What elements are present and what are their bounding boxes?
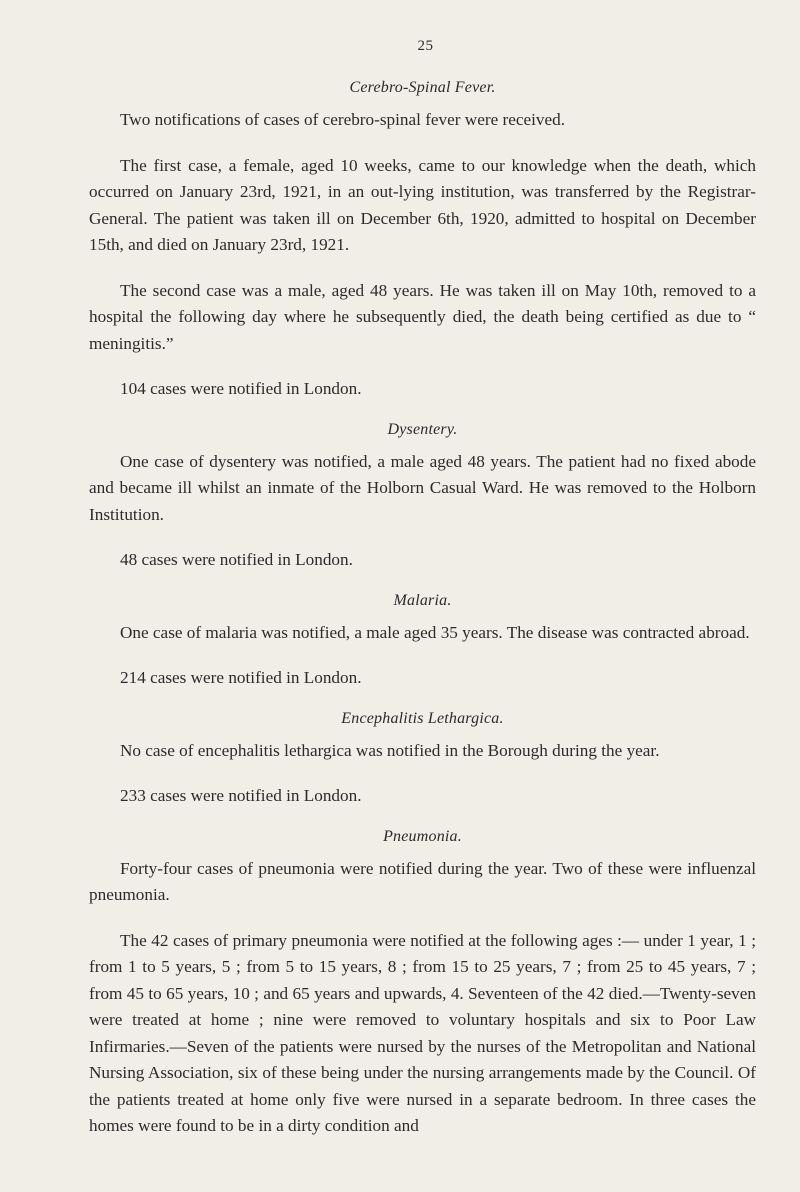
paragraph-cerebro-second-case: The second case was a male, aged 48 years. He was taken ill on May 10th, removed to a hospital the following day where he subsequently died, the death being certified as due to “ meningitis.” xyxy=(89,280,756,353)
paragraph-encephalitis-case: No case of encephalitis lethargica was notified in the Borough during the year. xyxy=(120,740,660,760)
heading-dysentery: Dysentery. xyxy=(387,420,458,438)
paragraph-cerebro-first-case: The first case, a female, aged 10 weeks, came to our knowledge when the death, which occurred on January 23rd, 1921, in an out-lying institution, was transferred by the Registrar-General. The patient was taken ill on December 6th, 1920, admitted to hospital on December 15th, and died on January 23rd, 1921. xyxy=(89,155,756,254)
paragraph-cerebro-notifications: Two notifications of cases of cerebro-spinal fever were received. xyxy=(120,110,565,129)
heading-cerebro-spinal-fever: Cerebro-Spinal Fever. xyxy=(349,79,496,96)
page-number: 25 xyxy=(417,38,434,54)
heading-pneumonia: Pneumonia. xyxy=(383,827,462,845)
heading-encephalitis-lethargica: Encephalitis Lethargica. xyxy=(341,709,504,727)
paragraph-cerebro-london: 104 cases were notified in London. xyxy=(120,379,362,398)
paragraph-dysentery-london: 48 cases were notified in London. xyxy=(120,550,353,569)
paragraph-pneumonia-count: Forty-four cases of pneumonia were notified during the year. Two of these were influenzal pneumonia. xyxy=(89,858,756,904)
paragraph-pneumonia-details: The 42 cases of primary pneumonia were notified at the following ages :— under 1 year, 1 ; from 1 to 5 years, 5 ; from 5 to 15 years, 8 ; from 15 to 25 years, 7 ; from 25 to 45 years, 7 ; from 45 to 65 years, 10 ; and 65 years and upwards, 4. Seventeen of the 42 died.—Twenty-seven were treated at home ; nine were removed to voluntary hospitals and six to Poor Law Infirmaries.—Seven of the patients were nursed by the nurses of the Metropolitan and National Nursing Association, six of these being under the nursing arrangements made by the Council. Of the patients treated at home only five were nursed in a separate bedroom. In three cases the homes were found to be in a dirty condition and xyxy=(89,930,756,1135)
paragraph-encephalitis-london: 233 cases were notified in London. xyxy=(120,786,362,805)
paragraph-malaria-london: 214 cases were notified in London. xyxy=(120,668,362,687)
paragraph-dysentery-case: One case of dysentery was notified, a male aged 48 years. The patient had no fixed abode and became ill whilst an inmate of the Holborn Casual Ward. He was removed to the Holborn Institution. xyxy=(89,451,756,524)
paragraph-malaria-case: One case of malaria was notified, a male aged 35 years. The disease was contracted abroad. xyxy=(120,622,750,642)
heading-malaria: Malaria. xyxy=(393,591,452,609)
